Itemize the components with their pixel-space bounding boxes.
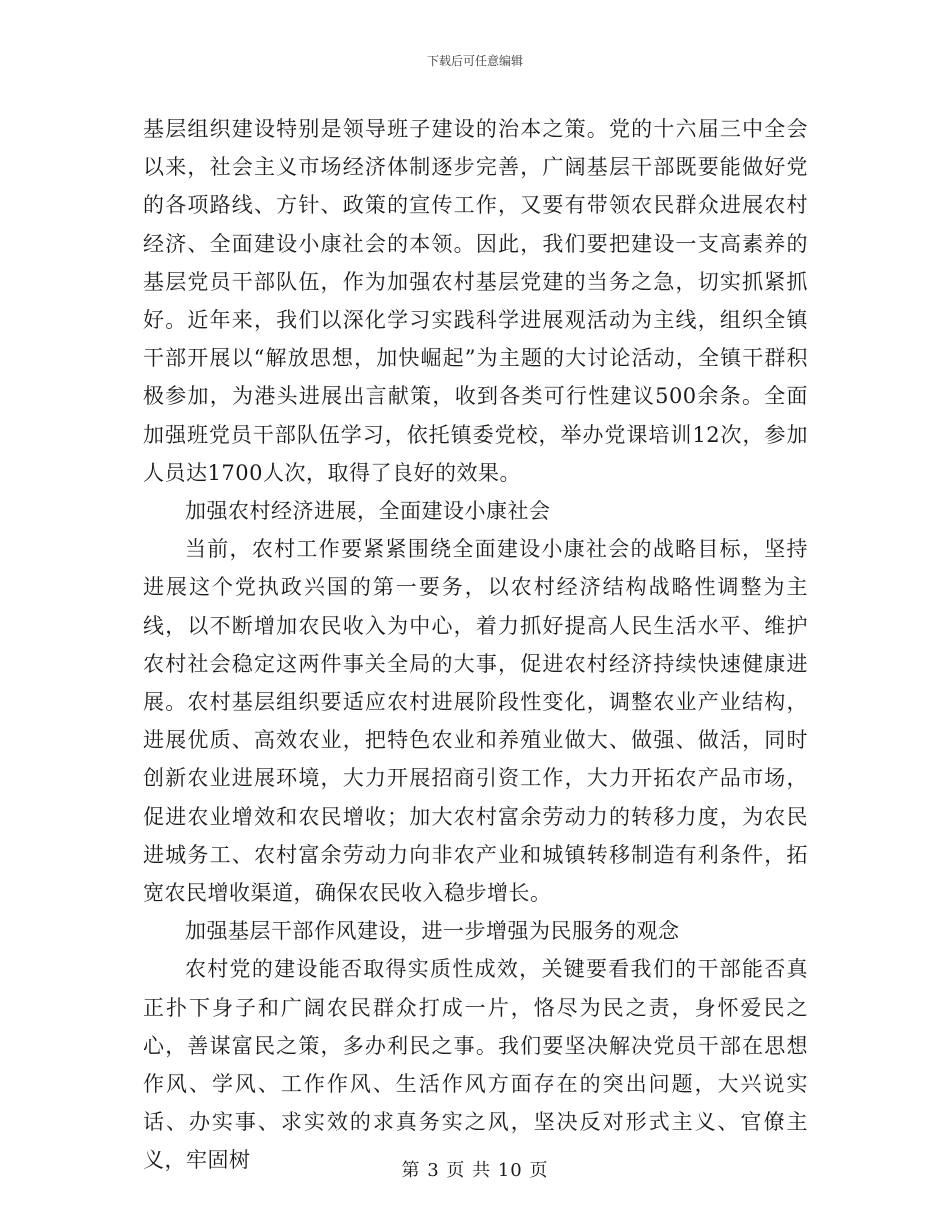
page-number-footer: 第 3 页 共 10 页 [401, 1160, 549, 1181]
paragraph-1: 基层组织建设特别是领导班子建设的治本之策。党的十六届三中全会以来，社会主义市场经济体制逐步完善，广阔基层干部既要能做好党的各项路线、方针、政策的宣传工作，又要有带领农民群众进展农村经济、全面建设小康社会的本领。因此，我们要把建设一支高素养的基层党员干部队伍，作为加强农村基层党建的当务之急，切实抓紧抓好。近年来，我们以深化学习实践科学进展观活动为主线，组织全镇干部开展以“解放思想，加快崛起”为主题的大讨论活动，全镇干群积极参加，为港头进展出言献策，收到各类可行性建议500余条。全面加强班党员干部队伍学习，依托镇委党校，举办党课培训12次，参加人员达1700人次，取得了良好的效果。 [143, 117, 808, 485]
paragraph-3: 农村党的建设能否取得实质性成效，关键要看我们的干部能否真正扑下身子和广阔农民群众打成一片，恪尽为民之责，身怀爱民之心，善谋富民之策，多办利民之事。我们要坚决解决党员干部在思想作风、学风、工作作风、生活作风方面存在的突出问题，大兴说实话、办实事、求实效的求真务实之风，坚决反对形式主义、官僚主义，牢固树 [143, 957, 808, 1173]
section-heading-cadre-style: 加强基层干部作风建设，进一步增强为民服务的观念 [185, 919, 680, 944]
section-heading-economy: 加强农村经济进展，全面建设小康社会 [185, 499, 551, 524]
page-header: 下载后可任意编辑 [426, 54, 523, 68]
paragraph-2: 当前，农村工作要紧紧围绕全面建设小康社会的战略目标，坚持进展这个党执政兴国的第一要务，以农村经济结构战略性调整为主线，以不断增加农民收入为中心，着力抓好提高人民生活水平、维护农村社会稳定这两件事关全局的大事，促进农村经济持续快速健康进展。农村基层组织要适应农村进展阶段性变化，调整农业产业结构，进展优质、高效农业，把特色农业和养殖业做大、做强、做活，同时创新农业进展环境，大力开展招商引资工作，大力开拓农产品市场，促进农业增效和农民增收；加大农村富余劳动力的转移力度，为农民进城务工、农村富余劳动力向非农产业和城镇转移制造有利条件，拓宽农民增收渠道，确保农民收入稳步增长。 [143, 537, 808, 906]
document-body [143, 110, 808, 1180]
